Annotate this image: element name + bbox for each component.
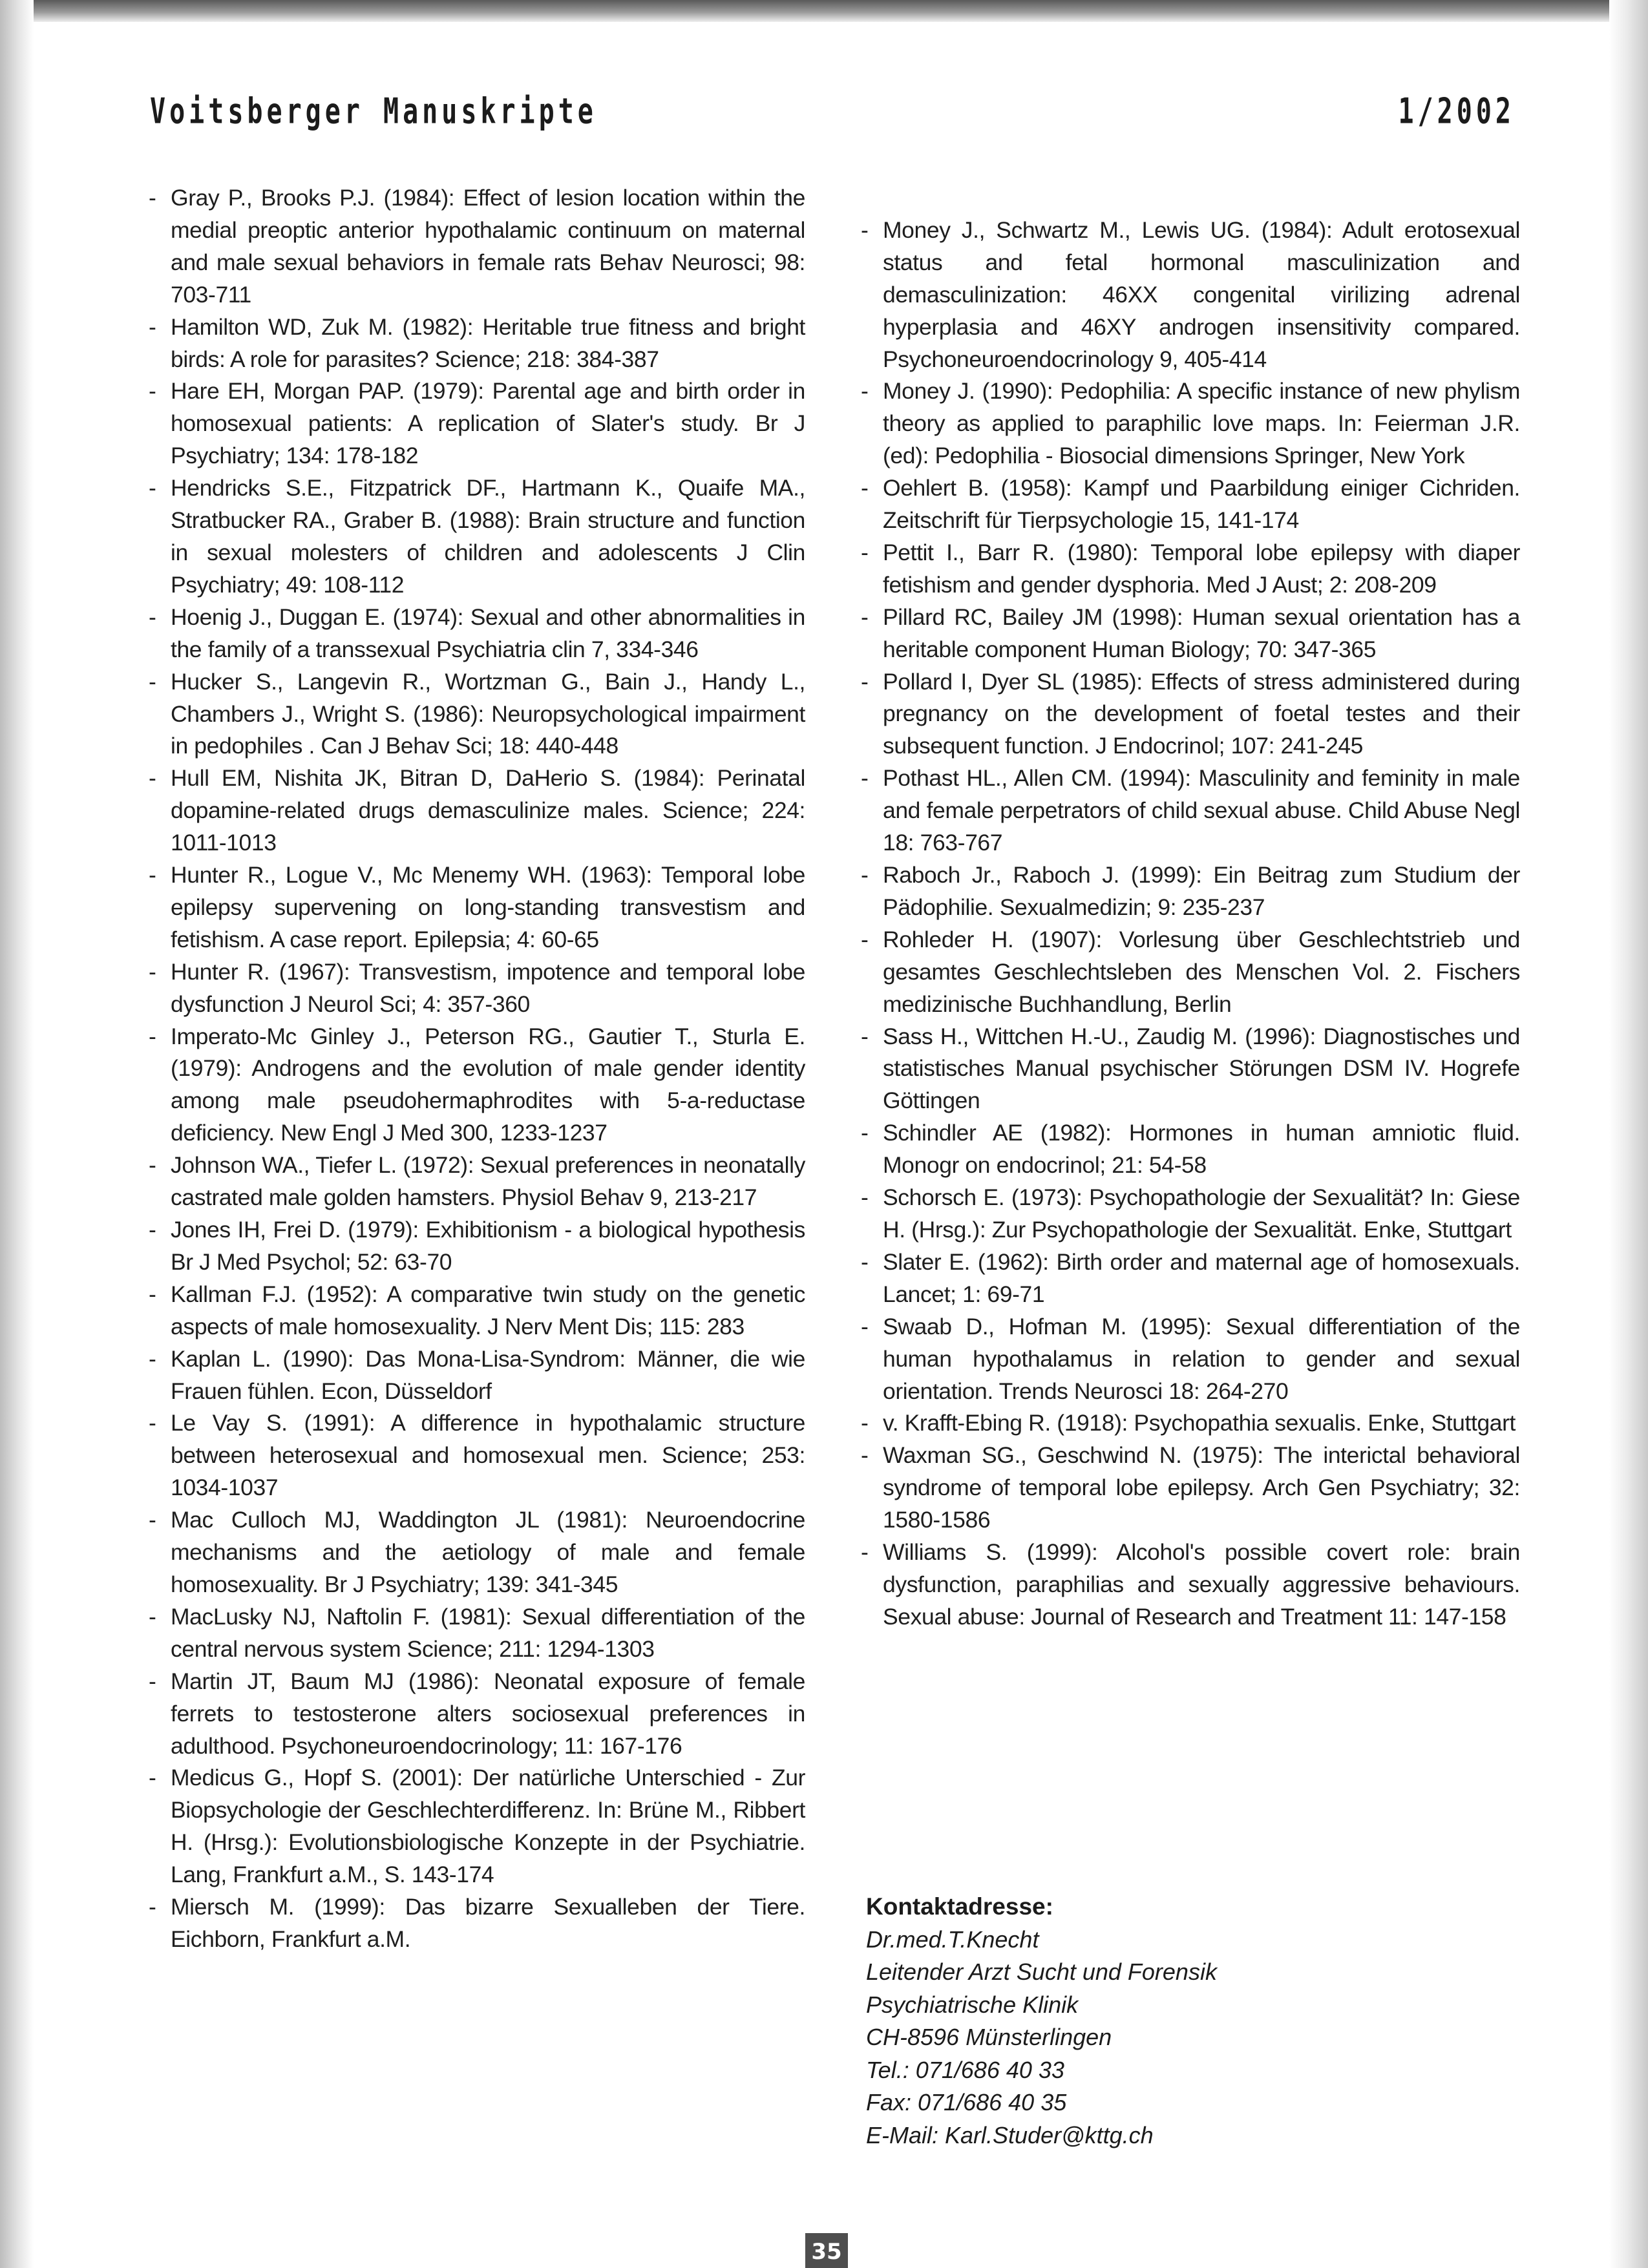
- reference-item: - Swaab D., Hofman M. (1995): Sexual differentiation of the human hypothalamus in relation to gender and sexual orientation. Trends Neurosci 18: 264-270: [860, 1311, 1520, 1408]
- reference-item: - Pillard RC, Bailey JM (1998): Human sexual orientation has a heritable component Human Biology; 70: 347-365: [860, 602, 1520, 666]
- reference-item: - Hunter R. (1967): Transvestism, impotence and temporal lobe dysfunction J Neurol Sci; 4: 357-360: [147, 956, 805, 1021]
- reference-item: - Pettit I., Barr R. (1980): Temporal lobe epilepsy with diaper fetishism and gender dysphoria. Med J Aust; 2: 208-209: [860, 537, 1520, 602]
- reference-item: - Money J. (1990): Pedophilia: A specific instance of new phylism theory as applied to paraphilic love maps. In: Feierman J.R. (ed): Pedophilia - Biosocial dimensions Springer, New York: [860, 375, 1520, 472]
- reference-item: - Hoenig J., Duggan E. (1974): Sexual and other abnormalities in the family of a transsexual Psychiatria clin 7, 334-346: [147, 602, 805, 666]
- reference-item: - Hucker S., Langevin R., Wortzman G., Bain J., Handy L., Chambers J., Wright S. (1986): Neuropsychological impairment in pedophiles . Can J Behav Sci; 18: 440-448: [147, 666, 805, 763]
- reference-item: - Jones IH, Frei D. (1979): Exhibitionism - a biological hypothesis Br J Med Psychol; 52: 63-70: [147, 1214, 805, 1279]
- reference-item: - Rohleder H. (1907): Vorlesung über Geschlechtstrieb und gesamtes Geschlechtsleben des Menschen Vol. 2. Fischers medizinische Buchhandlung, Berlin: [860, 924, 1520, 1021]
- contact-fax: Fax: 071/686 40 35: [866, 2089, 1067, 2116]
- reference-item: - Imperato-Mc Ginley J., Peterson RG., Gautier T., Sturla E. (1979): Androgens and the evolution of male gender identity among male pseudohermaphrodites with 5-a-reductase deficiency. New Engl J Med 300, 1233-1237: [147, 1021, 805, 1150]
- reference-item: - Johnson WA., Tiefer L. (1972): Sexual preferences in neonatally castrated male golden hamsters. Physiol Behav 9, 213-217: [147, 1150, 805, 1214]
- reference-item: - Hull EM, Nishita JK, Bitran D, DaHerio S. (1984): Perinatal dopamine-related drugs demasculinize males. Science; 224: 1011-1013: [147, 762, 805, 859]
- reference-item: - Pothast HL., Allen CM. (1994): Masculinity and feminity in male and female perpetrators of child sexual abuse. Child Abuse Negl 18: 763-767: [860, 762, 1520, 859]
- contact-position: Leitender Arzt Sucht und Forensik: [866, 1958, 1217, 1985]
- contact-name: Dr.med.T.Knecht: [866, 1926, 1039, 1953]
- reference-item: - Hunter R., Logue V., Mc Menemy WH. (1963): Temporal lobe epilepsy supervening on long-standing transvestism and fetishism. A case report. Epilepsia; 4: 60-65: [147, 859, 805, 956]
- reference-item: - Le Vay S. (1991): A difference in hypothalamic structure between heterosexual and homosexual men. Science; 253: 1034-1037: [147, 1407, 805, 1504]
- reference-item: - Kaplan L. (1990): Das Mona-Lisa-Syndrom: Männer, die wie Frauen fühlen. Econ, Düsseldorf: [147, 1343, 805, 1408]
- reference-item: - Schorsch E. (1973): Psychopathologie der Sexualität? In: Giese H. (Hrsg.): Zur Psychopathologie der Sexualität. Enke, Stuttgart: [860, 1182, 1520, 1246]
- contact-email: E-Mail: Karl.Studer@kttg.ch: [866, 2121, 1154, 2148]
- contact-institution: Psychiatrische Klinik: [866, 1991, 1079, 2018]
- contact-city: CH-8596 Münsterlingen: [866, 2024, 1112, 2050]
- contact-phone: Tel.: 071/686 40 33: [866, 2056, 1064, 2083]
- reference-item: - Hare EH, Morgan PAP. (1979): Parental age and birth order in homosexual patients: A replication of Slater's study. Br J Psychiatry; 134: 178-182: [147, 375, 805, 472]
- reference-item: - Sass H., Wittchen H.-U., Zaudig M. (1996): Diagnostisches und statistisches Manual psychischer Störungen DSM IV. Hogrefe Göttingen: [860, 1021, 1520, 1118]
- reference-item: - Hamilton WD, Zuk M. (1982): Heritable true fitness and bright birds: A role for parasites? Science; 218: 384-387: [147, 311, 805, 376]
- reference-item: - Mac Culloch MJ, Waddington JL (1981): Neuroendocrine mechanisms and the aetiology of male and female homosexuality. Br J Psychiatry; 139: 341-345: [147, 1504, 805, 1601]
- references-right-column: [860, 182, 1520, 1633]
- reference-item: - Williams S. (1999): Alcohol's possible covert role: brain dysfunction, paraphilias and sexually aggressive behaviours. Sexual abuse: Journal of Research and Treatment 11: 147-158: [860, 1537, 1520, 1633]
- reference-item: - Slater E. (1962): Birth order and maternal age of homosexuals. Lancet; 1: 69-71: [860, 1246, 1520, 1311]
- contact-address-block: [866, 1891, 1448, 2152]
- reference-item: - Oehlert B. (1958): Kampf und Paarbildung einiger Cichriden. Zeitschrift für Tierpsychologie 15, 141-174: [860, 472, 1520, 537]
- reference-item: - v. Krafft-Ebing R. (1918): Psychopathia sexualis. Enke, Stuttgart: [860, 1407, 1520, 1440]
- reference-item: - Gray P., Brooks P.J. (1984): Effect of lesion location within the medial preoptic anterior hypothalamic continuum on maternal and male sexual behaviors in female rats Behav Neurosci; 98: 703-711: [147, 182, 805, 311]
- page-left-edge: [0, 0, 34, 2268]
- reference-item: - Raboch Jr., Raboch J. (1999): Ein Beitrag zum Studium der Pädophilie. Sexualmedizin; 9: 235-237: [860, 859, 1520, 924]
- reference-item: - Martin JT, Baum MJ (1986): Neonatal exposure of female ferrets to testosterone alters sociosexual preferences in adulthood. Psychoneuroendocrinology; 11: 167-176: [147, 1666, 805, 1763]
- reference-item: - Hendricks S.E., Fitzpatrick DF., Hartmann K., Quaife MA., Stratbucker RA., Graber B. (1988): Brain structure and function in sexual molesters of children and adolescents J Clin Psychiatry; 49: 108-112: [147, 472, 805, 602]
- reference-item: - Kallman F.J. (1952): A comparative twin study on the genetic aspects of male homosexuality. J Nerv Ment Dis; 115: 283: [147, 1279, 805, 1343]
- reference-item: - MacLusky NJ, Naftolin F. (1981): Sexual differentiation of the central nervous system Science; 211: 1294-1303: [147, 1601, 805, 1666]
- page-top-edge: [0, 0, 1648, 22]
- running-header: [150, 92, 1515, 137]
- reference-item: - Money J., Schwartz M., Lewis UG. (1984): Adult erotosexual status and fetal hormonal masculinization and demasculinization: 46XX congenital virilizing adrenal hyperplasia and 46XY androgen insensitivity compared. Psychoneuroendocrinology 9, 405-414: [860, 215, 1520, 376]
- page-right-edge: [1609, 0, 1648, 2268]
- reference-item: - Pollard I, Dyer SL (1985): Effects of stress administered during pregnancy on the development of foetal testes and their subsequent function. J Endocrinol; 107: 241-245: [860, 666, 1520, 763]
- reference-item: - Medicus G., Hopf S. (2001): Der natürliche Unterschied - Zur Biopsychologie der Geschlechterdifferenz. In: Brüne M., Ribbert H. (Hrsg.): Evolutionsbiologische Konzepte in der Psychiatrie. Lang, Frankfurt a.M., S. 143-174: [147, 1762, 805, 1891]
- issue-number: 1/2002: [1398, 92, 1515, 132]
- contact-title: Kontaktadresse:: [866, 1893, 1053, 1920]
- reference-item: - Schindler AE (1982): Hormones in human amniotic fluid. Monogr on endocrinol; 21: 54-58: [860, 1117, 1520, 1182]
- page-number: 35: [805, 2233, 848, 2268]
- references-left-column: [147, 182, 805, 1956]
- reference-item: - Miersch M. (1999): Das bizarre Sexualleben der Tiere. Eichborn, Frankfurt a.M.: [147, 1891, 805, 1956]
- reference-item: - Waxman SG., Geschwind N. (1975): The interictal behavioral syndrome of temporal lobe epilepsy. Arch Gen Psychiatry; 32: 1580-1586: [860, 1440, 1520, 1537]
- journal-title: Voitsberger Manuskripte: [150, 92, 597, 132]
